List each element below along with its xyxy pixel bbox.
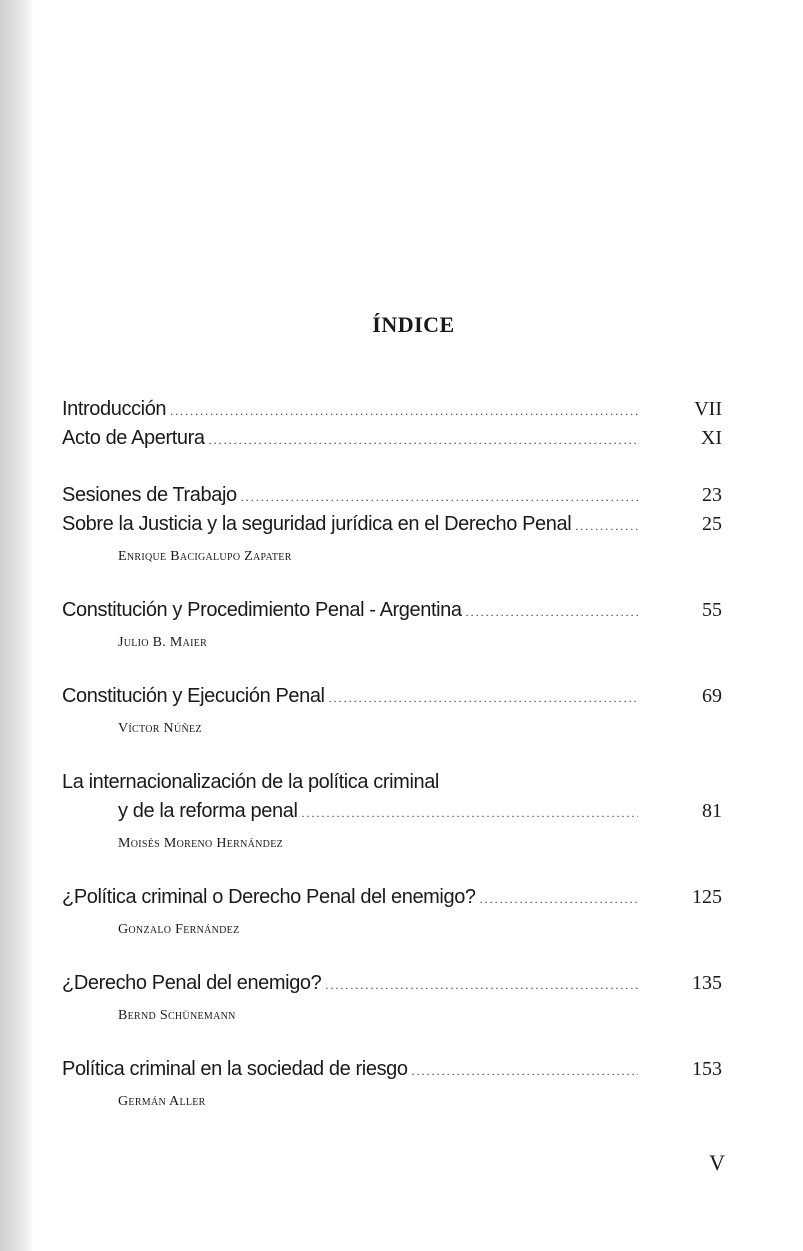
leader-dots — [480, 892, 638, 907]
toc-entry-author: Gonzalo Fernández — [118, 922, 240, 937]
toc-entry[interactable] — [62, 427, 722, 456]
toc-entry-author: Víctor Núñez — [118, 721, 202, 736]
toc-entry-title: Constitución y Procedimiento Penal - Argentina — [62, 599, 462, 621]
toc-entry-page: 153 — [692, 1058, 722, 1080]
toc-entry-page: 55 — [702, 599, 722, 621]
toc-entry-page: XI — [700, 427, 722, 449]
toc-entry-title-continued: y de la reforma penal — [118, 800, 298, 822]
toc-entry-author: Enrique Bacigalupo Zapater — [118, 549, 292, 564]
toc-entry-author: Germán Aller — [118, 1094, 206, 1109]
leader-dots — [170, 404, 638, 419]
toc-entry-title: Sobre la Justicia y la seguridad jurídica en el Derecho Penal — [62, 513, 572, 535]
toc-entry[interactable] — [62, 1058, 722, 1087]
leader-dots — [301, 806, 638, 821]
toc-entry-author: Moisés Moreno Hernández — [118, 836, 284, 851]
toc-entry-page: 81 — [702, 800, 722, 822]
toc-entry[interactable] — [62, 484, 722, 513]
leader-dots — [241, 490, 638, 505]
page-number: V — [709, 1150, 725, 1175]
toc-entry-page: VII — [694, 398, 722, 420]
table-of-contents — [62, 398, 722, 1116]
leader-dots — [325, 978, 638, 993]
toc-entry[interactable] — [62, 972, 722, 1001]
toc-entry[interactable] — [62, 599, 722, 628]
toc-entry-title: Sesiones de Trabajo — [62, 484, 237, 506]
toc-entry-author: Julio B. Maier — [118, 635, 208, 650]
page-spine-shadow — [0, 0, 34, 1251]
toc-entry-title: La internacionalización de la política criminal — [62, 771, 439, 793]
toc-entry[interactable] — [62, 398, 722, 427]
leader-dots — [329, 691, 638, 706]
toc-entry[interactable] — [62, 513, 722, 542]
toc-entry-title-line[interactable] — [62, 771, 722, 800]
page-title: ÍNDICE — [372, 312, 455, 337]
toc-entry-title: Constitución y Ejecución Penal — [62, 685, 325, 707]
toc-entry[interactable] — [62, 886, 722, 915]
leader-dots — [575, 519, 638, 534]
toc-entry-title: ¿Política criminal o Derecho Penal del enemigo? — [62, 886, 476, 908]
leader-dots — [412, 1064, 638, 1079]
leader-dots — [209, 433, 638, 448]
toc-entry-title: ¿Derecho Penal del enemigo? — [62, 972, 322, 994]
toc-entry-title: Acto de Apertura — [62, 427, 205, 449]
toc-entry-page: 125 — [692, 886, 722, 908]
toc-entry-author: Bernd Schünemann — [118, 1008, 236, 1023]
toc-entry[interactable] — [62, 800, 722, 829]
toc-entry-title: Introducción — [62, 398, 167, 420]
leader-dots — [466, 605, 638, 620]
toc-entry-title: Política criminal en la sociedad de riesgo — [62, 1058, 408, 1080]
toc-entry[interactable] — [62, 685, 722, 714]
toc-entry-page: 25 — [702, 513, 722, 535]
toc-entry-page: 69 — [702, 685, 722, 707]
toc-entry-page: 23 — [702, 484, 722, 506]
toc-entry-page: 135 — [692, 972, 722, 994]
